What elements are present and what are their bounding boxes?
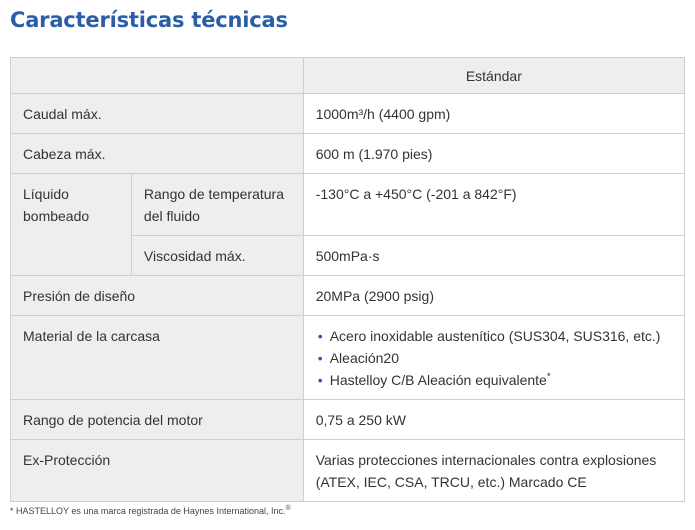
registered-mark: ® [285, 505, 291, 512]
list-item [316, 347, 672, 369]
row-label-presion: Presión de diseño [11, 276, 304, 316]
row-label-ex: Ex-Protección [11, 440, 304, 502]
table-header-row [11, 58, 685, 94]
row-value-cabeza: 600 m (1.970 pies) [303, 134, 684, 174]
row-value-caudal: 1000m³/h (4400 gpm) [303, 94, 684, 134]
table-row [11, 174, 685, 236]
row-label-motor: Rango de potencia del motor [11, 400, 304, 440]
row-value-presion: 20MPa (2900 psig) [303, 276, 684, 316]
row-label-liquido: Líquido bombeado [11, 174, 132, 276]
row-label-material: Material de la carcasa [11, 316, 304, 400]
material-item-text: Acero inoxidable austenítico (SUS304, SUS316, etc.) [329, 328, 661, 344]
list-item [316, 369, 672, 391]
header-blank-cell [11, 58, 304, 94]
table-row [11, 400, 685, 440]
table-row [11, 94, 685, 134]
table-row [11, 276, 685, 316]
footnote [10, 505, 291, 516]
row-sublabel-viscosidad: Viscosidad máx. [131, 236, 303, 276]
list-item [316, 325, 672, 347]
footnote-text: * HASTELLOY es una marca registrada de Haynes International, Inc. [10, 506, 286, 516]
row-value-temperatura: -130°C a +450°C (-201 a 842°F) [303, 174, 684, 236]
row-label-caudal: Caudal máx. [11, 94, 304, 134]
row-value-viscosidad: 500mPa·s [303, 236, 684, 276]
page-title: Características técnicas [10, 8, 288, 32]
specs-table [10, 57, 685, 502]
header-estandar: Estándar [303, 58, 684, 94]
table-row [11, 316, 685, 400]
material-item-text: Aleación20 [329, 350, 399, 366]
row-value-motor: 0,75 a 250 kW [303, 400, 684, 440]
footnote-star-mark: * [546, 371, 551, 383]
row-sublabel-temperatura: Rango de temperatura del fluido [131, 174, 303, 236]
row-label-cabeza: Cabeza máx. [11, 134, 304, 174]
row-value-ex: Varias protecciones internacionales contra explosiones (ATEX, IEC, CSA, TRCU, etc.) Marcado CE [303, 440, 684, 502]
row-value-material [303, 316, 684, 400]
material-item-text: Hastelloy C/B Aleación equivalente [329, 372, 547, 388]
table-row [11, 440, 685, 502]
table-row [11, 134, 685, 174]
material-list [316, 325, 672, 391]
